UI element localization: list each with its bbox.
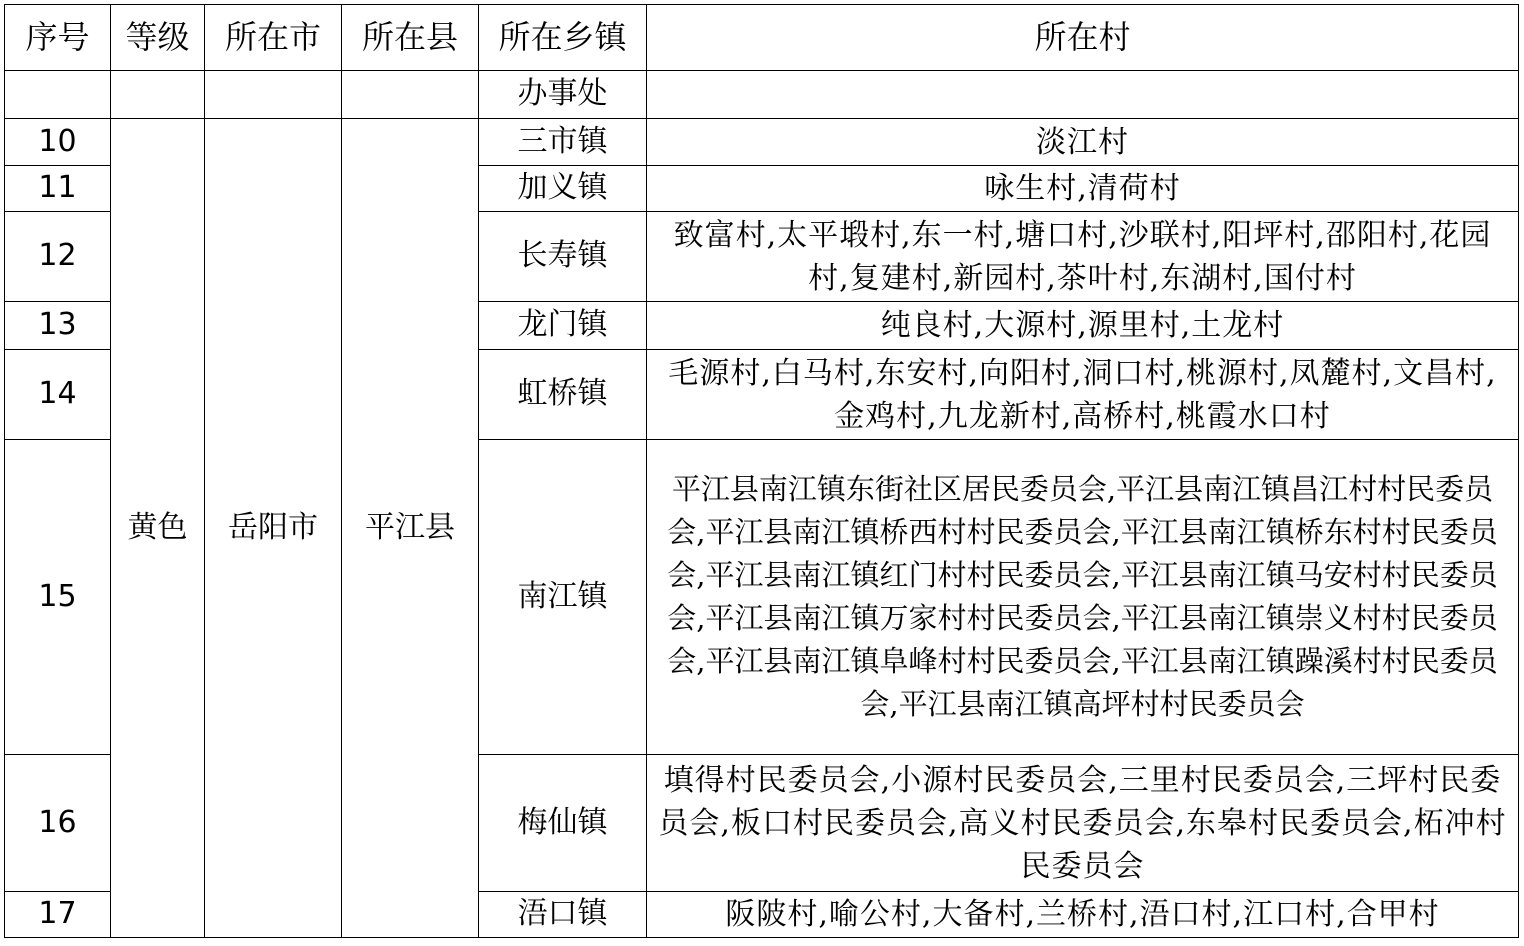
town-cell: 三市镇 bbox=[479, 119, 647, 166]
seq-cell bbox=[5, 71, 111, 119]
village-cell: 毛源村,白马村,东安村,向阳村,洞口村,桃源村,凤麓村,文昌村,金鸡村,九龙新村,高桥村,桃霞水口村 bbox=[647, 350, 1519, 440]
city-cell-merged: 岳阳市 bbox=[205, 119, 342, 938]
village-cell: 填得村民委员会,小源村民委员会,三里村民委员会,三坪村民委员会,板口村民委员会,高义村民委员会,东皋村民委员会,柘冲村民委员会 bbox=[647, 755, 1519, 892]
table-row bbox=[5, 71, 1519, 119]
town-cell: 虹桥镇 bbox=[479, 350, 647, 440]
seq-cell: 14 bbox=[5, 350, 111, 440]
header-level: 等级 bbox=[111, 5, 205, 71]
table-row bbox=[5, 119, 1519, 166]
seq-cell: 13 bbox=[5, 302, 111, 350]
seq-cell: 12 bbox=[5, 212, 111, 302]
seq-cell: 10 bbox=[5, 119, 111, 166]
town-cell: 长寿镇 bbox=[479, 212, 647, 302]
header-city: 所在市 bbox=[205, 5, 342, 71]
village-cell: 阪陂村,喻公村,大备村,兰桥村,浯口村,江口村,合甲村 bbox=[647, 892, 1519, 938]
village-list-table bbox=[4, 4, 1519, 938]
header-county: 所在县 bbox=[342, 5, 479, 71]
header-seq: 序号 bbox=[5, 5, 111, 71]
seq-cell: 17 bbox=[5, 892, 111, 938]
level-cell-merged: 黄色 bbox=[111, 119, 205, 938]
header-row bbox=[5, 5, 1519, 71]
village-cell: 淡江村 bbox=[647, 119, 1519, 166]
town-cell: 南江镇 bbox=[479, 440, 647, 755]
header-town: 所在乡镇 bbox=[479, 5, 647, 71]
county-cell-merged: 平江县 bbox=[342, 119, 479, 938]
village-cell: 致富村,太平塅村,东一村,塘口村,沙联村,阳坪村,邵阳村,花园村,复建村,新园村,茶叶村,东湖村,国付村 bbox=[647, 212, 1519, 302]
level-cell bbox=[111, 71, 205, 119]
village-cell bbox=[647, 71, 1519, 119]
seq-cell: 16 bbox=[5, 755, 111, 892]
town-cell: 龙门镇 bbox=[479, 302, 647, 350]
city-cell bbox=[205, 71, 342, 119]
village-cell: 咏生村,清荷村 bbox=[647, 166, 1519, 212]
town-cell: 浯口镇 bbox=[479, 892, 647, 938]
village-cell: 平江县南江镇东街社区居民委员会,平江县南江镇昌江村村民委员会,平江县南江镇桥西村村民委员会,平江县南江镇桥东村村民委员会,平江县南江镇红门村村民委员会,平江县南江镇马安村村民委员会,平江县南江镇万家村村民委员会,平江县南江镇崇义村村民委员会,平江县南江镇阜峰村村民委员会,平江县南江镇躁溪村村民委员会,平江县南江镇高坪村村民委员会 bbox=[647, 440, 1519, 755]
town-cell: 加义镇 bbox=[479, 166, 647, 212]
town-cell: 办事处 bbox=[479, 71, 647, 119]
county-cell bbox=[342, 71, 479, 119]
seq-cell: 15 bbox=[5, 440, 111, 755]
village-cell: 纯良村,大源村,源里村,土龙村 bbox=[647, 302, 1519, 350]
header-village: 所在村 bbox=[647, 5, 1519, 71]
seq-cell: 11 bbox=[5, 166, 111, 212]
town-cell: 梅仙镇 bbox=[479, 755, 647, 892]
